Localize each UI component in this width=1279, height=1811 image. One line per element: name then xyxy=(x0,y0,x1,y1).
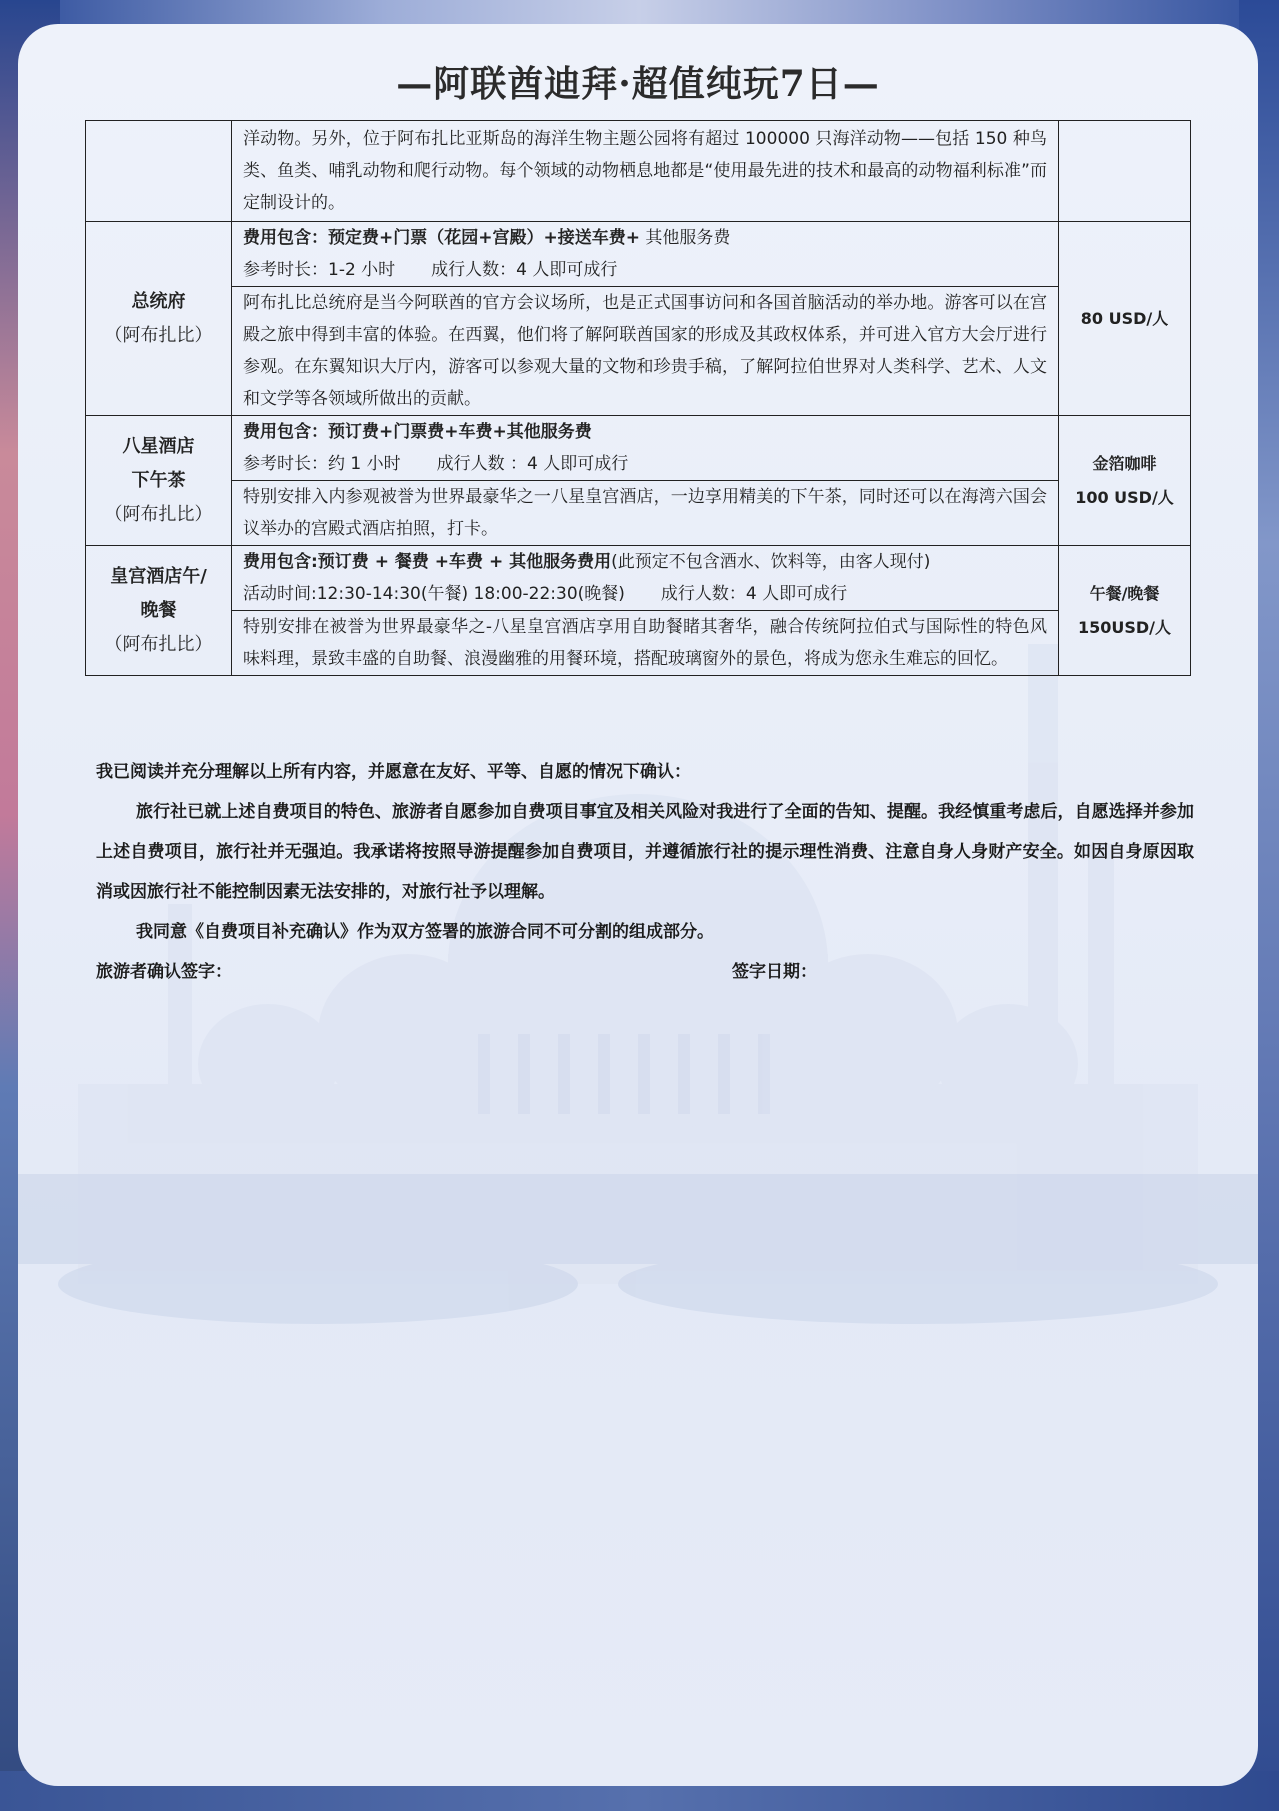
item-min-people: 成行人数：4 人即可成行 xyxy=(431,260,618,280)
table-row xyxy=(86,611,1191,676)
item-location: （阿布扎比） xyxy=(104,324,213,346)
table-row xyxy=(86,416,1191,481)
item-location: （阿布扎比） xyxy=(104,503,213,525)
item-name: 皇宫酒店午/ xyxy=(110,565,207,587)
traveler-signature-label: 旅游者确认签字： xyxy=(96,962,232,982)
item-name-line2: 晚餐 xyxy=(140,599,177,621)
table-row xyxy=(86,546,1191,611)
item-min-people: 成行人数：4 人即可成行 xyxy=(660,584,848,604)
document-card xyxy=(18,24,1258,1786)
item-duration: 活动时间:12:30-14:30(午餐) 18:00-22:30(晚餐) xyxy=(243,584,625,604)
item-duration: 参考时长：约 1 小时 xyxy=(243,454,401,474)
page-title: —阿联酋迪拜·超值纯玩7日— xyxy=(396,63,880,105)
item-name: 八星酒店 xyxy=(122,435,195,457)
item-description: 阿布扎比总统府是当今阿联酋的官方会议场所，也是正式国事访问和各国首脑活动的举办地。游客可以在宫殿之旅中得到丰富的体验。在西翼，他们将了解阿联酋国家的形成及其政权体系，并可进入官方大会厅进行参观。在东翼知识大厅内，游客可以参观大量的文物和珍贵手稿，了解阿拉伯世界对人类科学、艺术、人文和文学等各领域所做出的贡献。 xyxy=(232,287,1059,416)
signature-row xyxy=(96,952,1194,992)
item-price-cell xyxy=(1059,546,1191,676)
item-fees: 费用包含:预订费 + 餐费 +车费 + 其他服务费用 xyxy=(243,552,612,572)
item-fees-extra: 其他服务费 xyxy=(639,228,731,248)
item-fees-extra: (此预定不包含酒水、饮料等，由客人现付) xyxy=(611,552,931,572)
item-price: 150USD/人 xyxy=(1077,617,1172,637)
optional-items-table xyxy=(85,120,1191,676)
item-price: 80 USD/人 xyxy=(1080,308,1169,328)
confirmation-paragraph: 旅行社已就上述自费项目的特色、旅游者自愿参加自费项目事宜及相关风险对我进行了全面的告知、提醒。我经慎重考虑后，自愿选择并参加上述自费项目，旅行社并无强迫。我承诺将按照导游提醒参加自费项目，并遵循旅行社的提示理性消费、注意自身人身财产安全。如因自身原因取消或因旅行社不能控制因素无法安排的，对旅行社予以理解。 xyxy=(96,802,1194,902)
item-description: 洋动物。另外，位于阿布扎比亚斯岛的海洋生物主题公园将有超过 100000 只海洋动物——包括 150 种鸟类、鱼类、哺乳动物和爬行动物。每个领域的动物栖息地都是“使用最先进的技术和最高的动物福利标准”而定制设计的。 xyxy=(232,121,1059,222)
empty-name-cell xyxy=(86,121,232,222)
item-description: 特别安排入内参观被誉为世界最豪华之一八星皇宫酒店，一边享用精美的下午茶，同时还可以在海湾六国会议举办的宫殿式酒店拍照，打卡。 xyxy=(232,481,1059,546)
item-price-label: 午餐/晚餐 xyxy=(1089,583,1160,603)
table-row xyxy=(86,121,1191,222)
confirmation-heading: 我已阅读并充分理解以上所有内容，并愿意在友好、平等、自愿的情况下确认： xyxy=(96,762,691,782)
item-fees-cell xyxy=(232,222,1059,287)
table-row xyxy=(86,222,1191,287)
item-name-line2: 下午茶 xyxy=(131,469,186,491)
empty-price-cell xyxy=(1059,121,1191,222)
item-description: 特别安排在被誉为世界最豪华之-八星皇宫酒店享用自助餐睹其奢华，融合传统阿拉伯式与国际性的特色风味料理，景致丰盛的自助餐、浪漫幽雅的用餐环境，搭配玻璃窗外的景色，将成为您永生难忘的回忆。 xyxy=(232,611,1059,676)
confirmation-paragraph: 我同意《自费项目补充确认》作为双方签署的旅游合同不可分割的组成部分。 xyxy=(136,922,714,942)
item-location: （阿布扎比） xyxy=(104,633,213,655)
item-min-people: 成行人数 ：4 人即可成行 xyxy=(436,454,629,474)
item-name: 总统府 xyxy=(131,290,186,312)
table-row xyxy=(86,481,1191,546)
item-price-cell xyxy=(1059,416,1191,546)
item-fees: 费用包含：预定费+门票（花园+宫殿）+接送车费+ xyxy=(243,228,640,248)
table-row xyxy=(86,287,1191,416)
item-name-cell xyxy=(86,546,232,676)
item-fees-cell xyxy=(232,416,1059,481)
sign-date-label: 签字日期： xyxy=(732,962,817,982)
item-fees: 费用包含：预订费+门票费+车费+其他服务费 xyxy=(243,422,592,442)
item-price-cell xyxy=(1059,222,1191,416)
item-fees-cell xyxy=(232,546,1059,611)
item-name-cell xyxy=(86,222,232,416)
item-name-cell xyxy=(86,416,232,546)
item-duration: 参考时长：1-2 小时 xyxy=(243,260,396,280)
confirmation-section xyxy=(96,752,1194,992)
item-price: 100 USD/人 xyxy=(1075,487,1174,507)
item-price-label: 金箔咖啡 xyxy=(1092,453,1157,473)
